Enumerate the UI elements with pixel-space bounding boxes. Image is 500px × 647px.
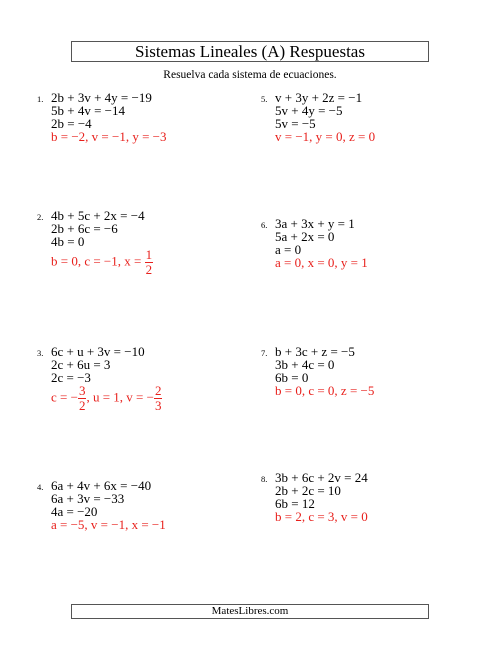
answer-text: v = −1, y = 0, z = 0 <box>275 129 376 144</box>
equation: 4b + 5c + 2x = −4 <box>51 208 145 223</box>
equation-system <box>275 91 375 143</box>
equation: v + 3y + 2z = −1 <box>275 90 363 105</box>
answer <box>51 248 153 277</box>
fraction-denominator: 2 <box>145 262 153 277</box>
answer-text: a = −5, v = −1, x = −1 <box>51 517 166 532</box>
equation: 6a + 3v = −33 <box>51 491 125 506</box>
equation: 6a + 4v + 6x = −40 <box>51 478 152 493</box>
problem-number: 6. <box>261 220 268 230</box>
answer-text: a = 0, x = 0, y = 1 <box>275 255 368 270</box>
problem-number: 1. <box>37 94 44 104</box>
problem-number: 3. <box>37 348 44 358</box>
equation: 2c + 6u = 3 <box>51 357 111 372</box>
answer-text: b = 2, c = 3, v = 0 <box>275 509 368 524</box>
problem-number: 7. <box>261 348 268 358</box>
equation: 6c + u + 3v = −10 <box>51 344 145 359</box>
answer-text: b = −2, v = −1, y = −3 <box>51 129 167 144</box>
equation: 4a = −20 <box>51 504 98 519</box>
equation: 5v = −5 <box>275 116 316 131</box>
equation: 2b + 2c = 10 <box>275 483 341 498</box>
equation: 2b + 3v + 4y = −19 <box>51 90 152 105</box>
instructions: Resuelva cada sistema de ecuaciones. <box>163 69 337 81</box>
equation: 5b + 4v = −14 <box>51 103 125 118</box>
equation: 4b = 0 <box>51 234 85 249</box>
answer <box>275 510 368 523</box>
answer <box>51 130 167 143</box>
answer <box>275 384 374 397</box>
equation: 5v + 4y = −5 <box>275 103 343 118</box>
page-title: Sistemas Lineales (A) Respuestas <box>71 41 429 62</box>
equation-system <box>51 479 166 531</box>
answer <box>275 256 368 269</box>
equation-system <box>51 345 162 413</box>
answer <box>275 130 375 143</box>
fraction-numerator: 1 <box>145 247 153 262</box>
equation-system <box>275 345 374 397</box>
equation: 3b + 4c = 0 <box>275 357 335 372</box>
equation-system <box>275 217 368 269</box>
fraction <box>145 248 154 277</box>
fraction-denominator: 3 <box>154 398 162 413</box>
equation: 3a + 3x + y = 1 <box>275 216 355 231</box>
equation: 2c = −3 <box>51 370 91 385</box>
problem-number: 4. <box>37 482 44 492</box>
equation-system <box>51 209 153 277</box>
equation: 2b + 6c = −6 <box>51 221 118 236</box>
equation: 6b = 0 <box>275 370 309 385</box>
equation: a = 0 <box>275 242 302 257</box>
answer <box>51 384 162 413</box>
fraction-denominator: 2 <box>78 398 86 413</box>
equation: 3b + 6c + 2v = 24 <box>275 470 368 485</box>
fraction-numerator: 3 <box>78 383 86 398</box>
equation: 2b = −4 <box>51 116 92 131</box>
answer <box>51 518 166 531</box>
answer-text: , u = 1, v = − <box>86 389 154 405</box>
problem-number: 5. <box>261 94 268 104</box>
answer-text: c = − <box>51 389 78 405</box>
equation-system <box>51 91 167 143</box>
equation: 5a + 2x = 0 <box>275 229 335 244</box>
equation-system <box>275 471 368 523</box>
problem-number: 2. <box>37 212 44 222</box>
problem-number: 8. <box>261 474 268 484</box>
equation: 6b = 12 <box>275 496 315 511</box>
answer-text: b = 0, c = 0, z = −5 <box>275 383 375 398</box>
equation: b + 3c + z = −5 <box>275 344 355 359</box>
footer-site: MatesLibres.com <box>71 604 429 619</box>
fraction-numerator: 2 <box>154 383 162 398</box>
answer-text: b = 0, c = −1, x = <box>51 253 145 269</box>
fraction <box>154 384 163 413</box>
